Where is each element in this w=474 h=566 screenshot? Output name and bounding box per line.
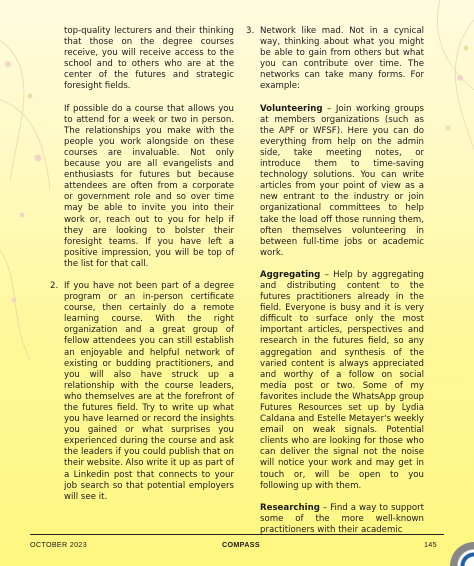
aggregating-text: – Help by aggregating and distributing content to the futures practitioners already in the field. Everyone is busy and it is very difficult to surface only the most important articles, perspectives and research in the futures field, so any aggregation and synthesis of the varied content is always appreciated and worthy of a follow on social media post or two. Some of my favorites include the WhatsApp group Futures Resources set up by Lydia Caldana and Estelle Metayer's weekly email on weak signals. Potential clients who are looking for those who can deliver the signal not the noise will notice your work and may get in touch or, will be open to you following up with them.	[260, 269, 424, 491]
researching-text: – Find a way to support some of the more well-known practitioners with their academic	[260, 502, 424, 535]
footer-divider	[30, 534, 444, 535]
aggregating-heading: Aggregating	[260, 269, 321, 280]
volunteering-text: – Join working groups at members organizations (such as the APF or WFSF). Here you can do everything from help on the admin side, take meeting notes, or introduce them to time-saving technology solutions. You can write articles from your point of view as a new entrant to the industry or join organizational committees to help take the load off those running them, often themselves volunteering in between full-time jobs or academic work.	[260, 103, 424, 258]
paragraph-in-person-course: If possible do a course that allows you to attend for a week or two in person. The relationships you make with the people you work alongside on these courses are invaluable. Not only because you are all evangelists and enthusiasts for futures but because attendees are often from a corporate or government role and so over time may be able to invite you into their work or, reach out to you for help if they are looking to bolster their foresight teams. If you have left a positive impression, you will be top of the list for that call.	[64, 103, 234, 269]
paragraph-aggregating	[260, 270, 424, 492]
volunteering-heading: Volunteering	[260, 103, 323, 114]
left-column	[50, 26, 234, 514]
paragraph-course-access: top-quality lecturers and their thinking that those on the degree courses receive, you will receive access to the school and to others who are at the center of the futures and strategic foresight fields.	[64, 26, 234, 92]
list-item-text: Network like mad. Not in a cynical way, thinking about what you might be able to gain from others but what you can contribute over time. The networks can take many forms. For example:	[260, 26, 424, 92]
list-item-2	[50, 280, 234, 503]
list-item-3	[246, 26, 424, 93]
list-number: 3.	[246, 26, 255, 36]
paragraph-researching	[260, 503, 424, 536]
list-item-text: If you have not been part of a degree program or an in-person certificate course, then certainly do a remote learning course. With the right organization and a great group of fellow attendees you can still establish an enjoyable and helpful network of existing or budding practitioners, and you will also have struck up a relationship with the course leaders, who themselves are at the forefront of the futures field. Try to write up what you have learned or record the insights you gained or what surprises you experienced during the course and ask the leaders if you could publish that on their website. Also write it up as part of a Linkedin post that connects to your job search so that potential employers will see it.	[64, 280, 234, 502]
corner-logo-icon	[450, 542, 474, 566]
list-number: 2.	[50, 280, 59, 291]
paragraph-volunteering	[260, 104, 424, 259]
researching-heading: Researching	[260, 502, 320, 513]
footer-date: OCTOBER 2023	[30, 540, 87, 549]
right-column	[246, 26, 424, 547]
page-number: 145	[424, 540, 437, 549]
footer-magazine-name: COMPASS	[222, 540, 260, 549]
